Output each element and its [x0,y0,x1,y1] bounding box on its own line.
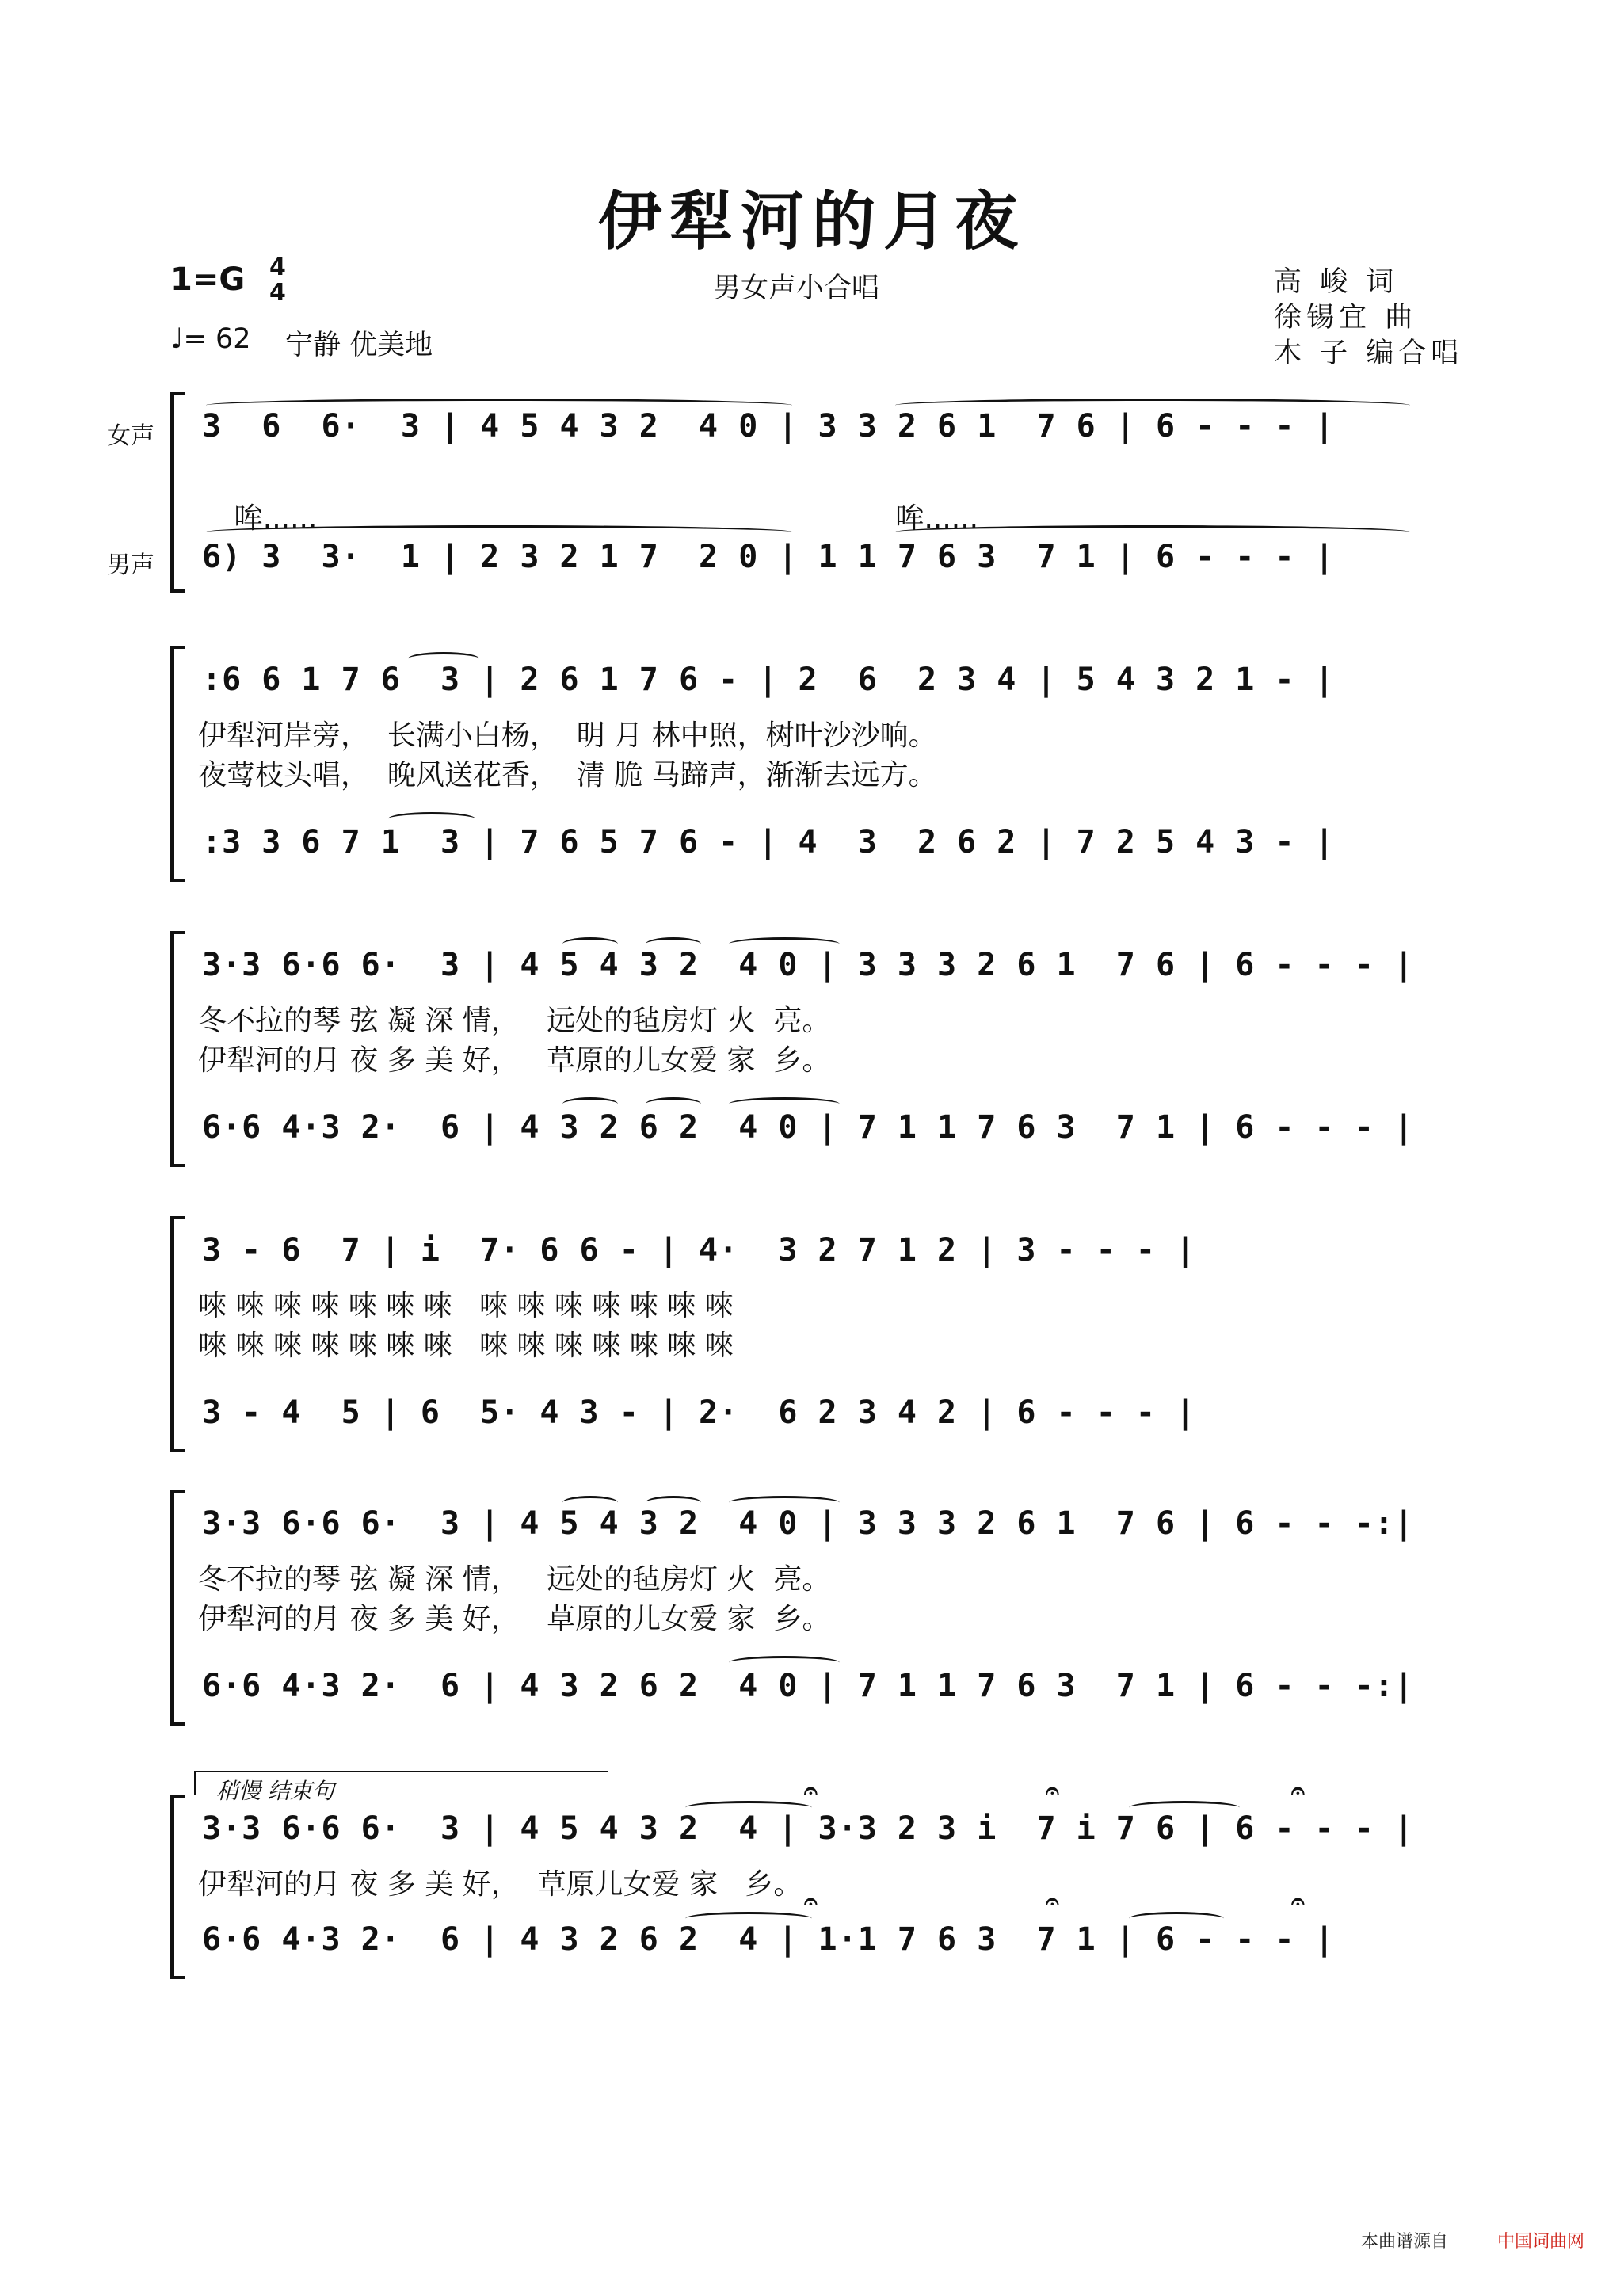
fermata-icon: 𝄐 [1046,1888,1059,1916]
slur [895,525,1410,539]
lyric-final: 伊犁河的月 夜 多 美 好， 草原儿女爱 家 乡。 [198,1868,802,1901]
voice-label-female: 女声 [107,422,154,450]
slur [1129,1801,1240,1814]
voice-label-male: 男声 [107,551,154,579]
composer-credit: 徐锡宜 曲 [1274,302,1418,334]
lyric-hum-1: 哞...... [234,502,318,535]
slur [646,937,701,951]
system-brace [170,931,185,1167]
female-notes: 3 6 6· 3 | 4 5 4 3 2 4 0 | 3 3 2 6 1 7 6 | 6 - - - | [202,408,1335,444]
system-brace [170,1490,185,1726]
female-notes: 3·3 6·6 6· 3 | 4 5 4 3 2 4 0 | 3 3 3 2 6 1 7 6 | 6 - - - | [202,947,1415,983]
male-notes: 6·6 4·3 2· 6 | 4 3 2 6 2 4 0 | 7 1 1 7 6 3 7 1 | 6 - - -:| [202,1668,1415,1704]
lyric-line-2: 唻 唻 唻 唻 唻 唻 唻 唻 唻 唻 唻 唻 唻 唻 [198,1329,734,1362]
fermata-icon: 𝄐 [1291,1777,1305,1805]
male-notes: 6·6 4·3 2· 6 | 4 3 2 6 2 4 0 | 7 1 1 7 6 3 7 1 | 6 - - - | [202,1109,1415,1146]
fermata-icon: 𝄐 [804,1777,818,1805]
system-2 [166,646,1466,879]
fermata-icon: 𝄐 [1291,1888,1305,1916]
ending-label: 稍慢 结束句 [216,1778,334,1804]
lyric-verse-2: 伊犁河的月 夜 多 美 好， 草原的儿女爱 家 乡。 [198,1044,831,1077]
fermata-icon: 𝄐 [804,1888,818,1916]
lyric-verse-1: 冬不拉的琴 弦 凝 深 情， 远处的毡房灯 火 亮。 [198,1563,831,1596]
slur [562,937,618,951]
slur [729,1656,840,1669]
slur [408,652,479,666]
slur [646,1496,701,1509]
slur [1129,1912,1224,1925]
female-notes: :6 6 1 7 6 3 | 2 6 1 7 6 - | 2 6 2 3 4 | 5 4 3 2 1 - | [202,662,1335,698]
lyric-verse-1: 冬不拉的琴 弦 凝 深 情， 远处的毡房灯 火 亮。 [198,1005,831,1037]
key-signature: 1=G [170,261,246,298]
lyric-verse-2: 夜莺枝头唱， 晚风送花香， 清 脆 马蹄声，渐渐去远方。 [198,759,937,791]
lyric-hum-2: 哞...... [895,502,979,535]
slur [729,1097,840,1111]
slur [685,1912,812,1925]
system-1 [166,392,1466,594]
slur [206,525,792,539]
lyricist-credit: 高 峻 词 [1274,266,1399,298]
system-brace [170,392,185,593]
system-3 [166,931,1466,1165]
system-5 [166,1490,1466,1723]
slur [646,1097,701,1111]
slur [562,1496,618,1509]
male-notes: 6·6 4·3 2· 6 | 4 3 2 6 2 4 | 1·1 7 6 3 7 1 | 6 - - - | [202,1921,1335,1958]
song-title: 伊犁河的月夜 [598,184,1026,258]
slur [388,812,475,826]
male-notes: 3 - 4 5 | 6 5· 4 3 - | 2· 6 2 3 4 2 | 6 - - - | [202,1394,1196,1431]
male-notes: :3 3 6 7 1 3 | 7 6 5 7 6 - | 4 3 2 6 2 | 7 2 5 4 3 - | [202,824,1335,860]
expression-mark: 宁静 优美地 [285,330,433,361]
arranger-credit: 木 子 编合唱 [1274,338,1464,369]
female-notes: 3·3 6·6 6· 3 | 4 5 4 3 2 4 | 3·3 2 3 i 7 i 7 6 | 6 - - - | [202,1810,1415,1847]
lyric-verse-1: 伊犁河岸旁， 长满小白杨， 明 月 林中照，树叶沙沙响。 [198,719,937,752]
subtitle: 男女声小合唱 [713,273,880,304]
slur [729,937,840,951]
system-brace [170,646,185,882]
footer-site-link[interactable]: 中国词曲网 [1497,2232,1585,2252]
footer-source-text: 本曲谱源自 [1361,2232,1449,2252]
lyric-verse-2: 伊犁河的月 夜 多 美 好， 草原的儿女爱 家 乡。 [198,1603,831,1635]
system-brace [170,1216,185,1452]
system-4 [166,1216,1466,1450]
tempo-mark: ♩= 62 [170,323,251,355]
slur [895,399,1410,412]
time-signature: 4 4 [269,254,286,307]
slur [685,1801,812,1814]
ending-bracket [194,1771,608,1804]
credits [1274,265,1463,372]
female-notes: 3 - 6 7 | i 7· 6 6 - | 4· 3 2 7 1 2 | 3 - - - | [202,1232,1196,1268]
slur [206,399,792,412]
fermata-icon: 𝄐 [1046,1777,1059,1805]
slur [562,1097,618,1111]
male-notes: 6) 3 3· 1 | 2 3 2 1 7 2 0 | 1 1 7 6 3 7 1 | 6 - - - | [202,539,1335,575]
slur [729,1496,840,1509]
female-notes: 3·3 6·6 6· 3 | 4 5 4 3 2 4 0 | 3 3 3 2 6 1 7 6 | 6 - - -:| [202,1505,1415,1542]
system-brace [170,1795,185,1979]
lyric-line-1: 唻 唻 唻 唻 唻 唻 唻 唻 唻 唻 唻 唻 唻 唻 [198,1290,734,1322]
